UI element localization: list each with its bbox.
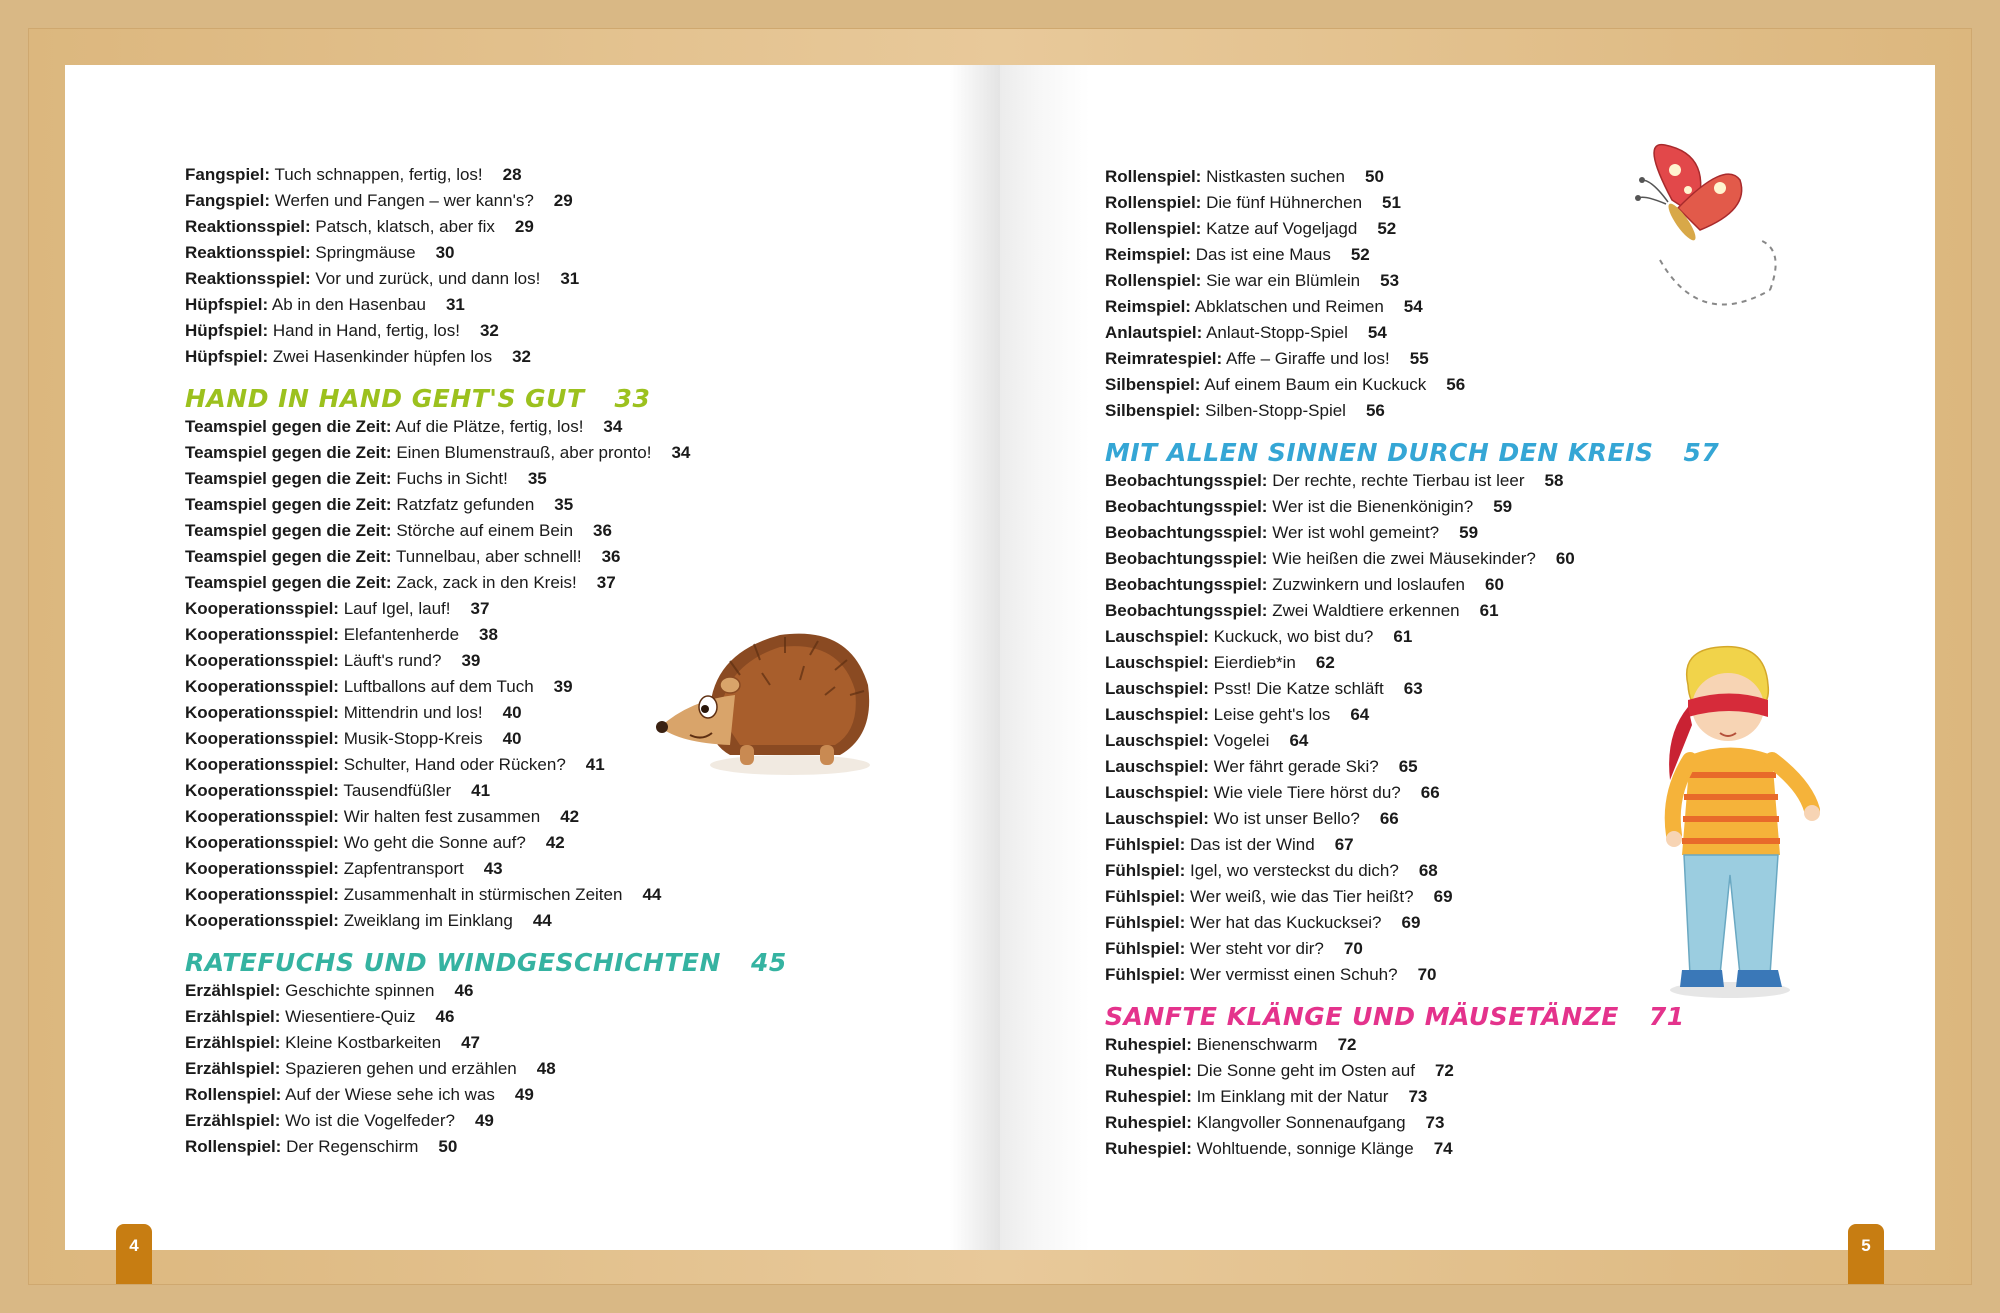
- toc-entry-category: Fühlspiel:: [1105, 965, 1186, 984]
- toc-entry-page-number: 65: [1398, 757, 1418, 776]
- toc-entry-page-number: 39: [553, 677, 573, 696]
- toc-entry[interactable]: [1105, 346, 1719, 372]
- toc-entry-title: Der rechte, rechte Tierbau ist leer: [1272, 471, 1525, 490]
- toc-entry-category: Ruhespiel:: [1105, 1113, 1192, 1132]
- toc-entry-category: Reaktionsspiel:: [185, 243, 311, 262]
- toc-entry-category: Fühlspiel:: [1105, 939, 1186, 958]
- toc-entry-page-number: 44: [532, 911, 552, 930]
- toc-entry-page-number: 61: [1393, 627, 1413, 646]
- toc-entry-title: Ratzfatz gefunden: [396, 495, 535, 514]
- toc-entry-page-number: 64: [1350, 705, 1370, 724]
- toc-entry-title: Wer vermisst einen Schuh?: [1190, 965, 1398, 984]
- toc-entry-category: Fühlspiel:: [1105, 861, 1186, 880]
- toc-entry-category: Fühlspiel:: [1105, 913, 1186, 932]
- toc-entry-category: Reimspiel:: [1105, 297, 1191, 316]
- toc-entry[interactable]: [1105, 858, 1719, 884]
- toc-entry-category: Anlautspiel:: [1105, 323, 1203, 342]
- toc-entry[interactable]: [1105, 780, 1719, 806]
- toc-entry-page-number: 59: [1459, 523, 1479, 542]
- toc-entry[interactable]: [1105, 372, 1719, 398]
- toc-entry-page-number: 61: [1479, 601, 1499, 620]
- toc-entry-page-number: 36: [601, 547, 621, 566]
- toc-entry-title: Klangvoller Sonnenaufgang: [1196, 1113, 1406, 1132]
- left-top-list: [185, 162, 787, 370]
- toc-entry-title: Springmäuse: [315, 243, 416, 262]
- toc-entry-title: Katze auf Vogeljagd: [1206, 219, 1358, 238]
- toc-entry[interactable]: [185, 440, 787, 466]
- toc-entry-page-number: 37: [470, 599, 490, 618]
- toc-entry[interactable]: [1105, 702, 1719, 728]
- toc-entry-category: Erzählspiel:: [185, 981, 281, 1000]
- toc-entry[interactable]: [1105, 936, 1719, 962]
- toc-entry-category: Beobachtungsspiel:: [1105, 601, 1268, 620]
- toc-entry-title: Das ist der Wind: [1190, 835, 1315, 854]
- toc-entry[interactable]: [1105, 962, 1719, 988]
- toc-entry[interactable]: [185, 492, 787, 518]
- toc-entry-title: Vor und zurück, und dann los!: [315, 269, 541, 288]
- toc-entry-category: Silbenspiel:: [1105, 401, 1201, 420]
- toc-entry-title: Igel, wo versteckst du dich?: [1190, 861, 1399, 880]
- toc-entry-category: Kooperationsspiel:: [185, 885, 339, 904]
- toc-entry-page-number: 68: [1418, 861, 1438, 880]
- toc-entry-category: Kooperationsspiel:: [185, 729, 339, 748]
- toc-entry-category: Hüpfspiel:: [185, 347, 269, 366]
- toc-entry[interactable]: [185, 544, 787, 570]
- toc-entry-category: Erzählspiel:: [185, 1059, 281, 1078]
- section-title: MIT ALLEN SINNEN DURCH DEN KREIS: [1105, 438, 1654, 467]
- toc-entry[interactable]: [1105, 832, 1719, 858]
- toc-entry-category: Teamspiel gegen die Zeit:: [185, 469, 392, 488]
- toc-entry-category: Kooperationsspiel:: [185, 677, 339, 696]
- toc-entry-page-number: 72: [1337, 1035, 1357, 1054]
- toc-entry-title: Wer fährt gerade Ski?: [1213, 757, 1379, 776]
- toc-entry-page-number: 63: [1403, 679, 1423, 698]
- toc-entry-page-number: 47: [461, 1033, 481, 1052]
- toc-entry[interactable]: [1105, 1136, 1719, 1162]
- toc-entry-title: Die Sonne geht im Osten auf: [1196, 1061, 1415, 1080]
- toc-entry-title: Luftballons auf dem Tuch: [343, 677, 534, 696]
- toc-entry-page-number: 42: [545, 833, 565, 852]
- toc-entry[interactable]: [185, 344, 787, 370]
- toc-entry-category: Erzählspiel:: [185, 1007, 281, 1026]
- toc-entry-page-number: 46: [454, 981, 474, 1000]
- toc-entry-page-number: 31: [560, 269, 580, 288]
- blindfolded-child-icon: [1640, 645, 1820, 1005]
- toc-entry-category: Lauschspiel:: [1105, 783, 1209, 802]
- toc-entry-page-number: 53: [1380, 271, 1400, 290]
- toc-entry-title: Patsch, klatsch, aber fix: [315, 217, 495, 236]
- toc-entry-title: Zusammenhalt in stürmischen Zeiten: [343, 885, 623, 904]
- toc-entry[interactable]: [185, 1134, 787, 1160]
- toc-entry-title: Mittendrin und los!: [343, 703, 483, 722]
- toc-entry-title: Affe – Giraffe und los!: [1225, 349, 1390, 368]
- toc-entry-title: Wer ist wohl gemeint?: [1272, 523, 1440, 542]
- toc-entry[interactable]: [1105, 520, 1719, 546]
- toc-entry-page-number: 64: [1289, 731, 1309, 750]
- toc-entry-category: Fangspiel:: [185, 191, 271, 210]
- toc-entry-page-number: 31: [445, 295, 465, 314]
- toc-entry-title: Wiesentiere-Quiz: [285, 1007, 416, 1026]
- toc-entry[interactable]: [1105, 572, 1719, 598]
- toc-entry-page-number: 29: [553, 191, 573, 210]
- toc-entry[interactable]: [1105, 546, 1719, 572]
- toc-entry-category: Rollenspiel:: [1105, 271, 1202, 290]
- toc-entry-title: Wo geht die Sonne auf?: [343, 833, 526, 852]
- toc-entry-title: Zwei Hasenkinder hüpfen los: [272, 347, 493, 366]
- toc-entry[interactable]: [185, 882, 787, 908]
- toc-entry-page-number: 73: [1425, 1113, 1445, 1132]
- toc-entry-category: Beobachtungsspiel:: [1105, 575, 1268, 594]
- toc-entry[interactable]: [185, 240, 787, 266]
- toc-entry[interactable]: [185, 804, 787, 830]
- toc-entry-title: Wie heißen die zwei Mäusekinder?: [1272, 549, 1536, 568]
- toc-entry-page-number: 43: [483, 859, 503, 878]
- toc-entry[interactable]: [185, 856, 787, 882]
- toc-entry-category: Ruhespiel:: [1105, 1087, 1192, 1106]
- toc-entry-page-number: 70: [1417, 965, 1437, 984]
- toc-entry-page-number: 70: [1343, 939, 1363, 958]
- toc-entry-category: Ruhespiel:: [1105, 1139, 1192, 1158]
- toc-entry-title: Wie viele Tiere hörst du?: [1213, 783, 1401, 802]
- section-title: RATEFUCHS UND WINDGESCHICHTEN: [185, 948, 721, 977]
- toc-entry-page-number: 35: [527, 469, 547, 488]
- toc-entry-title: Kuckuck, wo bist du?: [1213, 627, 1374, 646]
- toc-entry-page-number: 55: [1409, 349, 1429, 368]
- toc-entry-category: Teamspiel gegen die Zeit:: [185, 521, 392, 540]
- toc-entry-title: Hand in Hand, fertig, los!: [272, 321, 460, 340]
- right-section2-list: [1105, 1032, 1719, 1162]
- toc-entry-category: Kooperationsspiel:: [185, 781, 339, 800]
- toc-entry-title: Wer weiß, wie das Tier heißt?: [1190, 887, 1414, 906]
- toc-entry-title: Störche auf einem Bein: [396, 521, 574, 540]
- toc-entry-category: Ruhespiel:: [1105, 1061, 1192, 1080]
- toc-entry-category: Lauschspiel:: [1105, 705, 1209, 724]
- toc-entry-title: Im Einklang mit der Natur: [1196, 1087, 1389, 1106]
- toc-entry-page-number: 74: [1433, 1139, 1453, 1158]
- toc-entry-title: Fuchs in Sicht!: [396, 469, 508, 488]
- toc-entry-title: Silben-Stopp-Spiel: [1205, 401, 1346, 420]
- toc-entry-page-number: 66: [1379, 809, 1399, 828]
- toc-entry-page-number: 69: [1401, 913, 1421, 932]
- toc-entry-title: Einen Blumenstrauß, aber pronto!: [396, 443, 652, 462]
- toc-entry[interactable]: [1105, 398, 1719, 424]
- toc-entry-title: Die fünf Hühnerchen: [1206, 193, 1363, 212]
- toc-entry-title: Wo ist die Vogelfeder?: [285, 1111, 455, 1130]
- toc-entry-page-number: 60: [1555, 549, 1575, 568]
- toc-entry-page-number: 52: [1377, 219, 1397, 238]
- toc-entry-title: Tausendfüßler: [343, 781, 452, 800]
- toc-entry-title: Wer hat das Kuckucksei?: [1190, 913, 1382, 932]
- section-page-number: 57: [1683, 438, 1720, 467]
- toc-entry-page-number: 54: [1367, 323, 1387, 342]
- toc-entry-page-number: 67: [1334, 835, 1354, 854]
- toc-entry-category: Kooperationsspiel:: [185, 755, 339, 774]
- toc-entry[interactable]: [1105, 910, 1719, 936]
- toc-entry-category: Beobachtungsspiel:: [1105, 523, 1268, 542]
- toc-entry[interactable]: [185, 214, 787, 240]
- toc-entry-category: Kooperationsspiel:: [185, 833, 339, 852]
- toc-entry-page-number: 42: [560, 807, 580, 826]
- toc-entry-category: Reaktionsspiel:: [185, 217, 311, 236]
- toc-entry-page-number: 36: [593, 521, 612, 540]
- toc-entry-title: Wer ist die Bienenkönigin?: [1272, 497, 1474, 516]
- toc-entry-page-number: 35: [554, 495, 574, 514]
- toc-entry-title: Auf die Plätze, fertig, los!: [395, 417, 584, 436]
- toc-entry-title: Eierdieb*in: [1213, 653, 1296, 672]
- section-page-number: 45: [750, 948, 787, 977]
- toc-entry[interactable]: [185, 978, 787, 1004]
- toc-entry-page-number: 41: [471, 781, 491, 800]
- toc-entry-page-number: 54: [1403, 297, 1423, 316]
- toc-entry-category: Kooperationsspiel:: [185, 807, 339, 826]
- toc-entry-category: Beobachtungsspiel:: [1105, 497, 1268, 516]
- toc-entry[interactable]: [185, 318, 787, 344]
- toc-entry-title: Abklatschen und Reimen: [1194, 297, 1384, 316]
- toc-entry[interactable]: [1105, 754, 1719, 780]
- toc-entry[interactable]: [185, 188, 787, 214]
- toc-entry-title: Vogelei: [1213, 731, 1270, 750]
- toc-entry-category: Lauschspiel:: [1105, 731, 1209, 750]
- toc-entry-page-number: 41: [585, 755, 605, 774]
- toc-entry-title: Schulter, Hand oder Rücken?: [343, 755, 566, 774]
- toc-entry-page-number: 40: [502, 703, 522, 722]
- toc-entry-category: Beobachtungsspiel:: [1105, 549, 1268, 568]
- section-heading-mit-allen-sinnen[interactable]: [1105, 436, 1719, 470]
- toc-entry-page-number: 48: [536, 1059, 556, 1078]
- toc-entry-title: Kleine Kostbarkeiten: [285, 1033, 442, 1052]
- toc-entry-category: Rollenspiel:: [1105, 219, 1202, 238]
- toc-entry-category: Teamspiel gegen die Zeit:: [185, 547, 392, 566]
- toc-entry-title: Wer steht vor dir?: [1190, 939, 1324, 958]
- toc-entry-category: Kooperationsspiel:: [185, 651, 339, 670]
- toc-entry-category: Lauschspiel:: [1105, 627, 1209, 646]
- toc-entry[interactable]: [1105, 650, 1719, 676]
- toc-entry-category: Reaktionsspiel:: [185, 269, 311, 288]
- toc-entry[interactable]: [1105, 728, 1719, 754]
- toc-entry-title: Auf einem Baum ein Kuckuck: [1204, 375, 1427, 394]
- toc-entry-category: Fühlspiel:: [1105, 835, 1186, 854]
- toc-entry-page-number: 40: [502, 729, 522, 748]
- section-heading-hand-in-hand[interactable]: [185, 382, 787, 416]
- section-title: HAND IN HAND GEHT'S GUT: [185, 384, 585, 413]
- toc-entry-title: Läuft's rund?: [343, 651, 442, 670]
- section-heading-sanfte-klaenge[interactable]: [1105, 1000, 1719, 1034]
- toc-entry[interactable]: [1105, 624, 1719, 650]
- toc-entry-category: Lauschspiel:: [1105, 757, 1209, 776]
- right-section1-list: [1105, 468, 1719, 988]
- toc-entry[interactable]: [185, 908, 787, 934]
- toc-entry-category: Beobachtungsspiel:: [1105, 471, 1268, 490]
- toc-entry-category: Fühlspiel:: [1105, 887, 1186, 906]
- toc-entry[interactable]: [1105, 884, 1719, 910]
- toc-entry-page-number: 59: [1493, 497, 1513, 516]
- toc-entry-title: Wir halten fest zusammen: [343, 807, 541, 826]
- toc-entry[interactable]: [185, 1082, 787, 1108]
- toc-entry-page-number: 73: [1408, 1087, 1428, 1106]
- toc-entry-title: Das ist eine Maus: [1195, 245, 1331, 264]
- toc-entry-title: Der Regenschirm: [286, 1137, 419, 1156]
- toc-entry-page-number: 49: [474, 1111, 494, 1130]
- left-section2-list: [185, 978, 787, 1160]
- toc-entry-page-number: 62: [1315, 653, 1335, 672]
- toc-entry-page-number: 66: [1420, 783, 1440, 802]
- toc-entry-category: Teamspiel gegen die Zeit:: [185, 573, 392, 592]
- toc-entry-page-number: 50: [438, 1137, 458, 1156]
- toc-entry-category: Rollenspiel:: [1105, 193, 1202, 212]
- toc-entry-title: Psst! Die Katze schläft: [1213, 679, 1384, 698]
- toc-entry[interactable]: [185, 292, 787, 318]
- toc-entry-page-number: 32: [512, 347, 531, 366]
- page-number-tab-left: 4: [116, 1224, 152, 1284]
- toc-entry-title: Zweiklang im Einklang: [343, 911, 513, 930]
- toc-entry[interactable]: [185, 830, 787, 856]
- toc-entry-category: Kooperationsspiel:: [185, 599, 339, 618]
- toc-entry-category: Erzählspiel:: [185, 1033, 281, 1052]
- hedgehog-icon: [650, 615, 890, 785]
- toc-entry[interactable]: [185, 1108, 787, 1134]
- toc-entry-title: Musik-Stopp-Kreis: [343, 729, 483, 748]
- butterfly-icon: [1600, 140, 1780, 340]
- toc-entry[interactable]: [185, 1030, 787, 1056]
- toc-entry-title: Elefantenherde: [343, 625, 460, 644]
- toc-entry-title: Zapfentransport: [343, 859, 464, 878]
- toc-entry[interactable]: [185, 1004, 787, 1030]
- toc-entry-category: Rollenspiel:: [185, 1085, 282, 1104]
- toc-entry-page-number: 39: [461, 651, 481, 670]
- toc-entry-category: Hüpfspiel:: [185, 295, 269, 314]
- toc-entry-title: Anlaut-Stopp-Spiel: [1206, 323, 1348, 342]
- toc-entry-page-number: 51: [1382, 193, 1401, 212]
- toc-entry-category: Silbenspiel:: [1105, 375, 1201, 394]
- toc-entry-page-number: 29: [514, 217, 534, 236]
- toc-entry-page-number: 60: [1484, 575, 1504, 594]
- toc-entry-category: Lauschspiel:: [1105, 653, 1209, 672]
- section-title: SANFTE KLÄNGE UND MÄUSETÄNZE: [1105, 1002, 1619, 1031]
- page-number-tab-right: 5: [1848, 1224, 1884, 1284]
- toc-entry-title: Wohltuende, sonnige Klänge: [1196, 1139, 1414, 1158]
- toc-entry-title: Spazieren gehen und erzählen: [285, 1059, 517, 1078]
- toc-entry-page-number: 49: [514, 1085, 534, 1104]
- toc-entry-title: Tunnelbau, aber schnell!: [396, 547, 582, 566]
- section-heading-ratefuchs[interactable]: [185, 946, 787, 980]
- toc-entry-title: Ab in den Hasenbau: [271, 295, 426, 314]
- toc-entry[interactable]: [185, 570, 787, 596]
- toc-entry[interactable]: [1105, 1032, 1719, 1058]
- toc-entry-category: Hüpfspiel:: [185, 321, 269, 340]
- toc-entry-page-number: 30: [435, 243, 455, 262]
- toc-entry[interactable]: [1105, 1084, 1719, 1110]
- toc-entry[interactable]: [1105, 806, 1719, 832]
- toc-entry-page-number: 34: [603, 417, 623, 436]
- toc-entry-category: Kooperationsspiel:: [185, 859, 339, 878]
- toc-entry-category: Fangspiel:: [185, 165, 271, 184]
- toc-entry-page-number: 52: [1350, 245, 1370, 264]
- toc-entry-title: Nistkasten suchen: [1206, 167, 1345, 186]
- toc-entry-category: Reimspiel:: [1105, 245, 1191, 264]
- toc-entry[interactable]: [1105, 468, 1719, 494]
- toc-entry[interactable]: [1105, 676, 1719, 702]
- toc-entry-category: Kooperationsspiel:: [185, 625, 339, 644]
- toc-entry-title: Leise geht's los: [1213, 705, 1331, 724]
- toc-entry[interactable]: [185, 162, 787, 188]
- toc-entry-title: Wo ist unser Bello?: [1213, 809, 1360, 828]
- toc-entry-category: Teamspiel gegen die Zeit:: [185, 495, 392, 514]
- toc-entry-category: Kooperationsspiel:: [185, 911, 339, 930]
- toc-entry-category: Lauschspiel:: [1105, 679, 1209, 698]
- toc-entry-title: Zack, zack in den Kreis!: [396, 573, 577, 592]
- toc-entry[interactable]: [185, 266, 787, 292]
- toc-entry-title: Lauf Igel, lauf!: [343, 599, 451, 618]
- toc-entry-title: Zwei Waldtiere erkennen: [1272, 601, 1460, 620]
- toc-entry-page-number: 37: [596, 573, 616, 592]
- toc-entry-category: Lauschspiel:: [1105, 809, 1209, 828]
- toc-entry-title: Sie war ein Blümlein: [1206, 271, 1361, 290]
- toc-entry-page-number: 56: [1365, 401, 1385, 420]
- toc-entry-category: Teamspiel gegen die Zeit:: [185, 417, 392, 436]
- toc-entry-category: Teamspiel gegen die Zeit:: [185, 443, 392, 462]
- section-page-number: 33: [614, 384, 651, 413]
- toc-entry-page-number: 69: [1433, 887, 1453, 906]
- toc-entry-page-number: 38: [479, 625, 498, 644]
- toc-entry-category: Rollenspiel:: [185, 1137, 282, 1156]
- toc-entry-page-number: 28: [502, 165, 522, 184]
- toc-entry[interactable]: [185, 1056, 787, 1082]
- toc-entry-page-number: 32: [479, 321, 499, 340]
- toc-entry-category: Reimratespiel:: [1105, 349, 1223, 368]
- toc-entry-page-number: 58: [1544, 471, 1564, 490]
- toc-entry-page-number: 44: [642, 885, 662, 904]
- toc-entry-title: Auf der Wiese sehe ich was: [285, 1085, 495, 1104]
- toc-entry-title: Bienenschwarm: [1196, 1035, 1318, 1054]
- toc-entry-title: Zuzwinkern und loslaufen: [1272, 575, 1465, 594]
- toc-entry[interactable]: [1105, 1110, 1719, 1136]
- toc-entry-category: Erzählspiel:: [185, 1111, 281, 1130]
- toc-entry[interactable]: [1105, 598, 1719, 624]
- toc-entry[interactable]: [185, 414, 787, 440]
- toc-entry[interactable]: [1105, 1058, 1719, 1084]
- toc-entry-title: Tuch schnappen, fertig, los!: [274, 165, 483, 184]
- toc-entry-page-number: 34: [671, 443, 691, 462]
- toc-entry[interactable]: [185, 466, 787, 492]
- toc-entry-category: Rollenspiel:: [1105, 167, 1202, 186]
- toc-entry-page-number: 46: [435, 1007, 455, 1026]
- toc-entry[interactable]: [1105, 494, 1719, 520]
- section-page-number: 71: [1648, 1002, 1685, 1031]
- toc-entry-title: Geschichte spinnen: [285, 981, 435, 1000]
- toc-entry-category: Ruhespiel:: [1105, 1035, 1192, 1054]
- toc-entry-title: Werfen und Fangen – wer kann's?: [274, 191, 534, 210]
- toc-entry-page-number: 72: [1434, 1061, 1454, 1080]
- toc-entry[interactable]: [185, 518, 787, 544]
- toc-entry-category: Kooperationsspiel:: [185, 703, 339, 722]
- toc-entry-page-number: 56: [1446, 375, 1466, 394]
- toc-entry-page-number: 50: [1365, 167, 1384, 186]
